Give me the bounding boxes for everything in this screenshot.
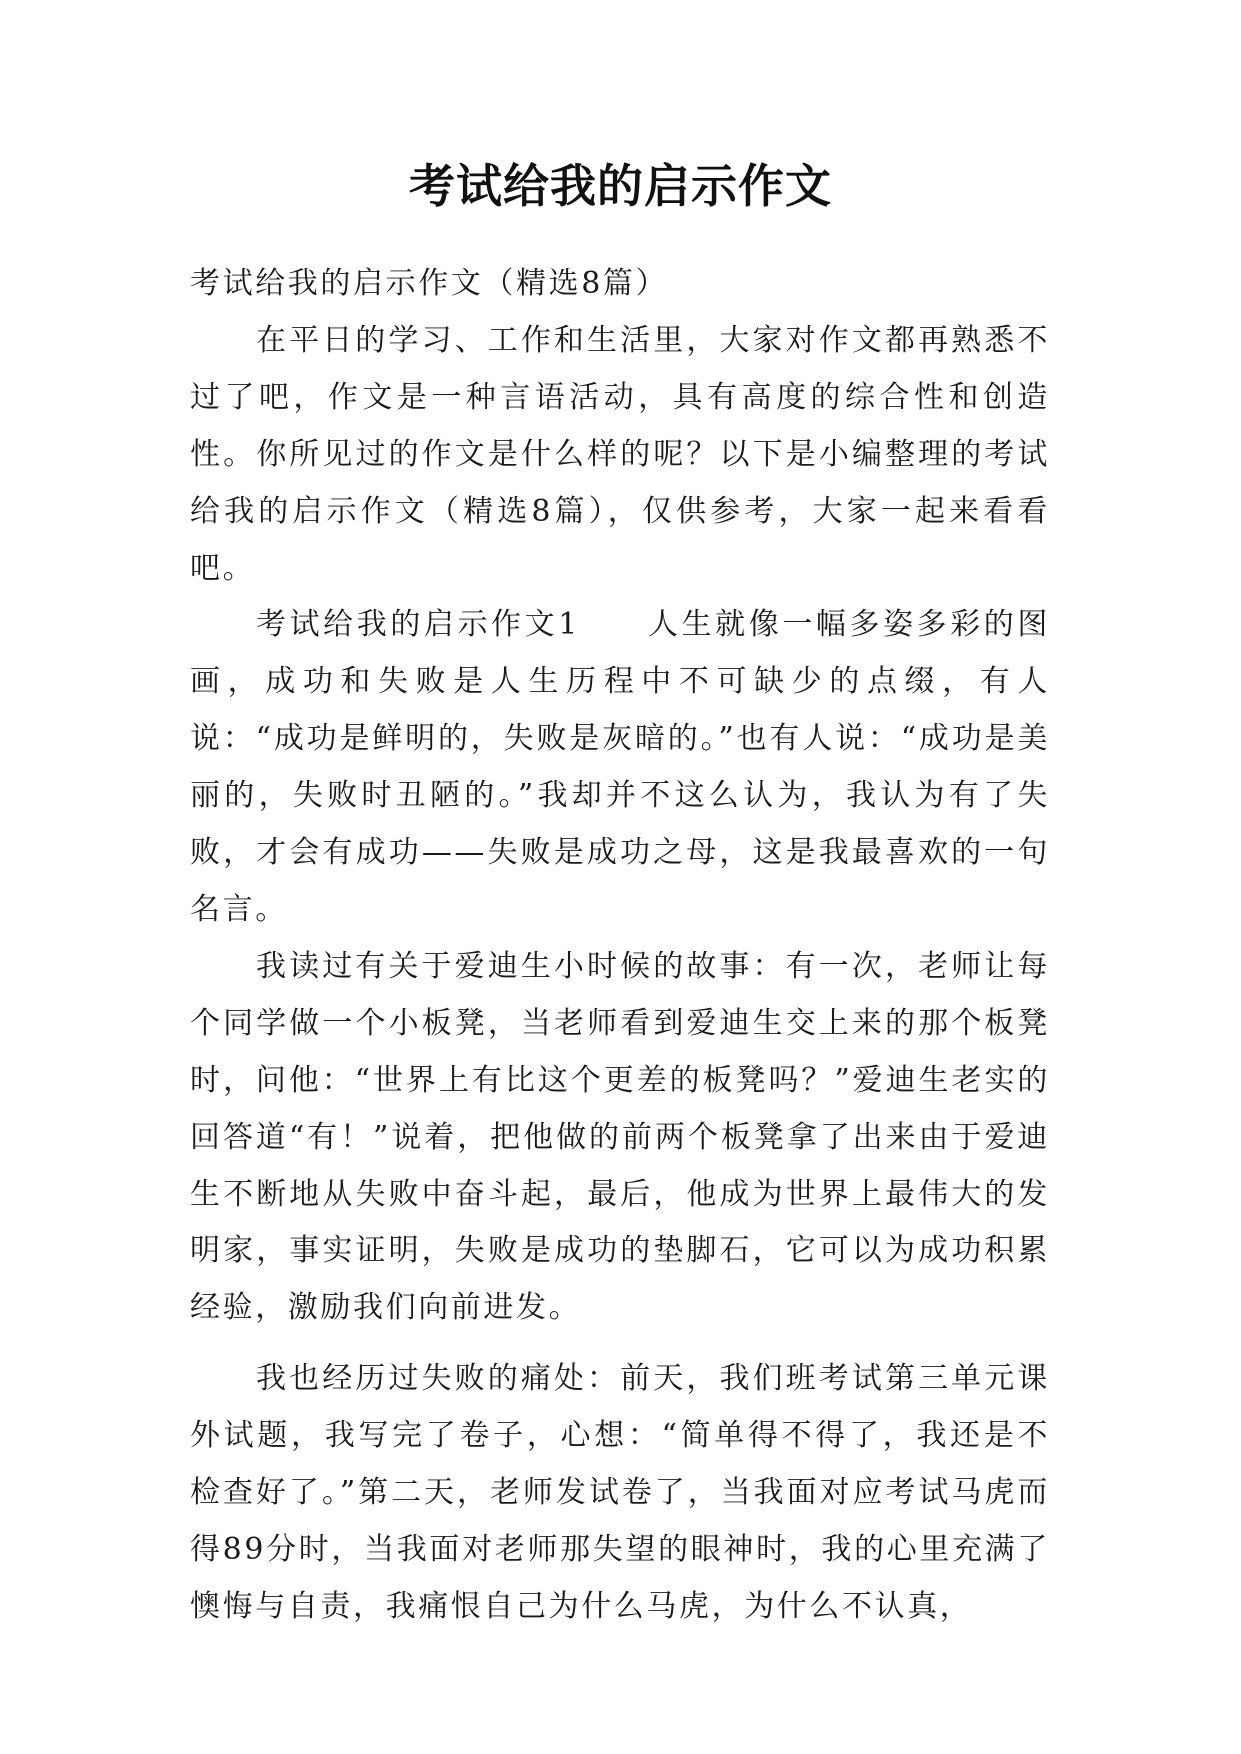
intro-paragraph: 在平日的学习、工作和生活里，大家对作文都再熟悉不过了吧，作文是一种言语活动，具有高度的综合性和创造性。你所见过的作文是什么样的呢？以下是小编整理的考试给我的启示作文（精选8篇），仅供参考，大家一起来看看吧。 — [190, 322, 1050, 586]
document-title: 考试给我的启示作文 — [409, 159, 832, 213]
document-body — [190, 256, 1050, 1636]
essay-1-paragraph-2: 我读过有关于爱迪生小时候的故事：有一次，老师让每个同学做一个小板凳，当老师看到爱迪生交上来的那个板凳时，问他：“世界上有比这个更差的板凳吗？”爱迪生老实的回答道“有！”说着，把他做的前两个板凳拿了出来由于爱迪生不断地从失败中奋斗起，最后，他成为世界上最伟大的发明家，事实证明，失败是成功的垫脚石，它可以为成功积累经验，激励我们向前进发。 — [190, 948, 1050, 1326]
essay-1-paragraph-1: 考试给我的启示作文1 人生就像一幅多姿多彩的图画，成功和失败是人生历程中不可缺少的点缀，有人说：“成功是鲜明的，失败是灰暗的。”也有人说：“成功是美丽的，失败时丑陋的。”我却并不这么认为，我认为有了失败，才会有成功——失败是成功之母，这是我最喜欢的一句名言。 — [190, 607, 1050, 927]
subtitle-paragraph: 考试给我的启示作文（精选8篇） — [190, 266, 669, 301]
essay-1-paragraph-3: 我也经历过失败的痛处：前天，我们班考试第三单元课外试题，我写完了卷子，心想：“简单得不得了，我还是不检查好了。”第二天，老师发试卷了，当我面对应考试马虎而得89分时，当我面对老师那失望的眼神时，我的心里充满了懊悔与自责，我痛恨自己为什么马虎，为什么不认真， — [190, 1361, 1050, 1624]
